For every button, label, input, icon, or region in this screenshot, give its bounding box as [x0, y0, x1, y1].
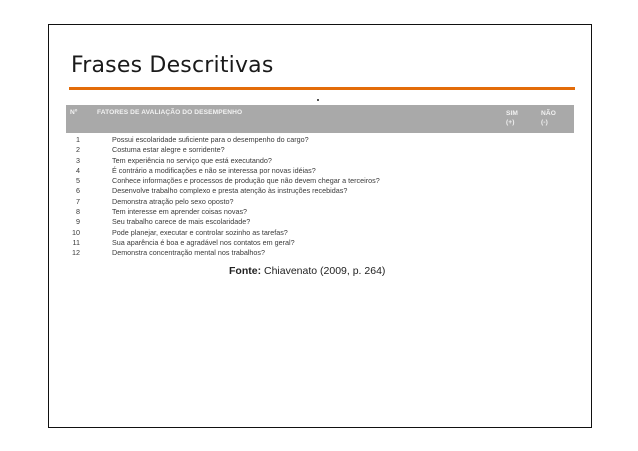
- table-row: [66, 217, 574, 227]
- row-text: Seu trabalho carece de mais escolaridade?: [112, 217, 251, 227]
- header-no: [541, 109, 563, 127]
- row-number: 3: [76, 155, 80, 165]
- title-underline: [69, 87, 575, 90]
- decorative-dot: [317, 99, 319, 101]
- row-number: 2: [76, 145, 80, 155]
- table-header: [66, 105, 574, 133]
- slide: [48, 24, 592, 428]
- row-number: 11: [72, 237, 80, 247]
- table-row: [66, 228, 574, 238]
- source-citation: [229, 265, 385, 277]
- header-no-sign: (-): [541, 119, 548, 126]
- row-number: 9: [76, 217, 80, 227]
- header-number: Nº: [70, 109, 78, 116]
- row-text: Costuma estar alegre e sorridente?: [112, 145, 225, 155]
- row-number: 1: [76, 135, 80, 144]
- row-text: Possui escolaridade suficiente para o desempenho do cargo?: [112, 135, 309, 144]
- row-text: Demonstra atração pelo sexo oposto?: [112, 196, 234, 206]
- table-row: [66, 145, 574, 155]
- table-row: [66, 238, 574, 248]
- row-number: 12: [72, 248, 80, 258]
- row-text: Demonstra concentração mental nos trabalhos?: [112, 248, 266, 258]
- table-row: [66, 166, 574, 176]
- row-number: 8: [76, 207, 80, 217]
- header-yes-label: SIM: [506, 110, 519, 117]
- row-text: Tem experiência no serviço que está executando?: [112, 155, 272, 165]
- table-row: [66, 248, 574, 258]
- table-row: [66, 176, 574, 186]
- row-text: Pode planejar, executar e controlar sozinho as tarefas?: [112, 227, 288, 237]
- row-number: 4: [76, 165, 80, 175]
- table-row: [66, 197, 574, 207]
- row-number: 6: [76, 186, 80, 196]
- row-text: Tem interesse em aprender coisas novas?: [112, 207, 248, 217]
- row-text: Conhece informações e processos de produção que não devem chegar a terceiros?: [112, 176, 380, 186]
- table-row: [66, 135, 574, 145]
- header-factors: FATORES DE AVALIAÇÃO DO DESEMPENHO: [97, 109, 243, 116]
- evaluation-table: [66, 105, 574, 259]
- row-number: 7: [76, 196, 80, 206]
- row-text: Sua aparência é boa e agradável nos contatos em geral?: [112, 237, 295, 247]
- table-row: [66, 207, 574, 217]
- table-row: [66, 156, 574, 166]
- header-no-label: NÃO: [541, 110, 556, 117]
- source-text: Chiavenato (2009, p. 264): [261, 265, 386, 277]
- table-row: [66, 186, 574, 196]
- header-yes-sign: (+): [506, 119, 515, 126]
- row-number: 10: [72, 227, 80, 237]
- slide-title: Frases Descritivas: [71, 53, 274, 78]
- table-body: [66, 133, 574, 259]
- row-text: Desenvolve trabalho complexo e presta atenção às instruções recebidas?: [112, 186, 348, 196]
- header-yes: [506, 109, 526, 127]
- row-text: É contrário a modificações e não se interessa por novas idéias?: [112, 165, 316, 175]
- source-label: Fonte:: [229, 265, 262, 277]
- row-number: 5: [76, 176, 80, 186]
